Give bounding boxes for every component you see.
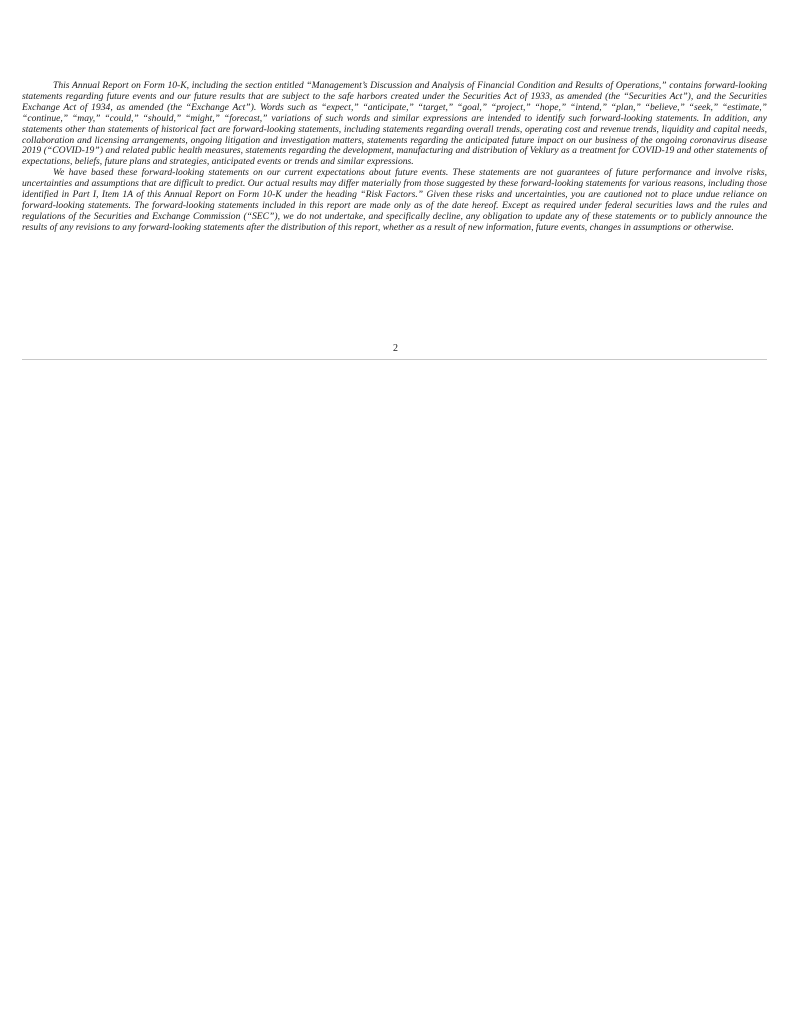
forward-looking-disclaimer-paragraph: We have based these forward-looking statements on our current expectations about future events. These statements are not guarantees of future performance and involve risks, uncertainties and assumptions that are difficult to predict. Our actual results may differ materially from those suggested by these forward-looking statements for various reasons, including those identified in Part I, Item 1A of this Annual Report on Form 10-K under the heading “Risk Factors.” Given these risks and uncertainties, you are cautioned not to place undue reliance on forward-looking statements. The forward-looking statements included in this report are made only as of the date hereof. Except as required under federal securities laws and the rules and regulations of the Securities and Exchange Commission (“SEC”), we do not undertake, and specifically decline, any obligation to update any of these statements or to publicly announce the results of any revisions to any forward-looking statements after the distribution of this report, whether as a result of new information, future events, changes in assumptions or otherwise. [22,167,767,233]
page-number: 2 [393,343,398,354]
forward-looking-statements-paragraph: This Annual Report on Form 10-K, including the section entitled “Management’s Discussion and Analysis of Financial Condition and Results of Operations,” contains forward-looking statements regarding future events and our future results that are subject to the safe harbors created under the Securities Act of 1933, as amended (the “Securities Act”), and the Securities Exchange Act of 1934, as amended (the “Exchange Act”). Words such as “expect,” “anticipate,” “target,” “goal,” “project,” “hope,” “intend,” “plan,” “believe,” “seek,” “estimate,” “continue,” “may,” “could,” “should,” “might,” “forecast,” variations of such words and similar expressions are intended to identify such forward-looking statements. In addition, any statements other than statements of historical fact are forward-looking statements, including statements regarding overall trends, operating cost and revenue trends, liquidity and capital needs, collaboration and licensing arrangements, ongoing litigation and investigation matters, statements regarding the anticipated future impact on our business of the ongoing coronavirus disease 2019 (“COVID-19”) and related public health measures, statements regarding the development, manufacturing and distribution of Veklury as a treatment for COVID-19 and other statements of expectations, beliefs, future plans and strategies, anticipated events or trends and similar expressions. [22,80,767,168]
page-divider [22,359,767,360]
document-body [22,81,767,234]
